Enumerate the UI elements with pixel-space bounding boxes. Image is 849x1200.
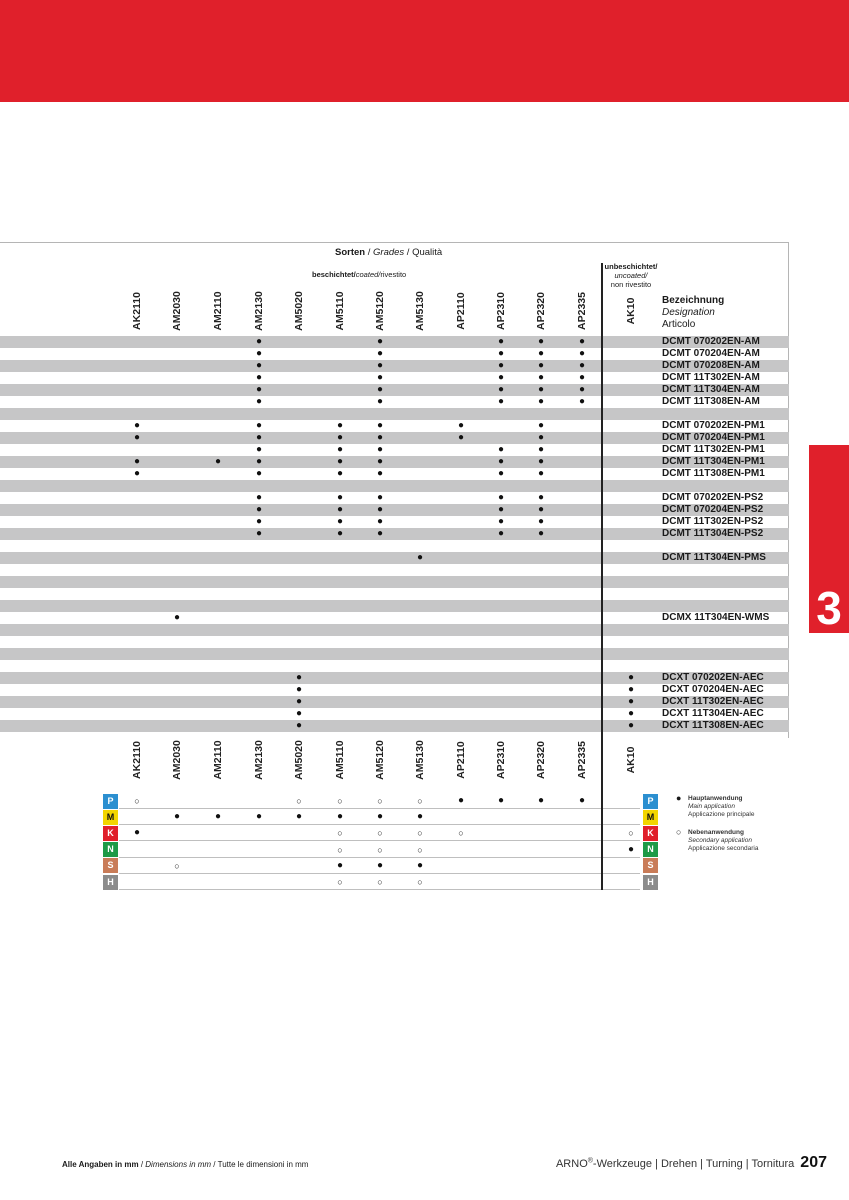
main-application-symbol: ● [336,467,344,479]
main-application-symbol: ● [255,467,263,479]
grades-heading: Sorten / Grades / Qualità [335,247,443,258]
designation[interactable]: DCMT 070202EN-PM1 [662,420,765,431]
main-application-symbol: ● [376,347,384,359]
main-application-dot-symbol: ● [173,810,181,822]
legend-secondary-it: Applicazione secondaria [688,845,759,852]
row-band [0,408,789,420]
grade-label: AM2130 [253,740,265,780]
designation[interactable]: DCMT 070208EN-AM [662,360,760,371]
main-application-symbol: ● [537,431,545,443]
grade-label: AP2110 [455,292,467,330]
main-application-symbol: ● [497,371,505,383]
main-application-symbol: ● [376,335,384,347]
main-application-symbol: ● [578,383,586,395]
designation[interactable]: DCMT 070204EN-PS2 [662,504,764,515]
grades-title: Sorten [335,247,366,258]
main-application-dot-symbol: ● [416,810,424,822]
legend-main-de: Hauptanwendung [688,795,743,802]
legend-main-symbol: ● [676,793,682,803]
material-chip-left[interactable]: N [103,842,118,857]
main-application-dot-symbol: ● [336,859,344,871]
grades-en: Grades [373,247,405,258]
material-chip-right[interactable]: S [643,858,658,873]
main-application-symbol: ● [295,707,303,719]
secondary-application-dot-symbol: ○ [417,828,423,839]
material-chip-right[interactable]: H [643,875,658,890]
designation[interactable]: DCMT 11T304EN-PS2 [662,528,764,539]
main-application-dot-symbol: ● [295,810,303,822]
main-application-symbol: ● [537,395,545,407]
coated-heading [312,270,406,279]
main-application-symbol: ● [255,383,263,395]
secondary-application-dot-symbol: ○ [337,828,343,839]
main-application-symbol: ● [537,347,545,359]
main-application-symbol: ● [336,491,344,503]
main-application-symbol: ● [336,515,344,527]
main-application-symbol: ● [255,503,263,515]
main-application-symbol: ● [497,491,505,503]
row-band [0,600,789,612]
main-application-symbol: ● [376,443,384,455]
secondary-application-dot-symbol: ○ [377,844,383,855]
secondary-application-dot-symbol: ○ [377,795,383,806]
grade-label: AM2110 [212,740,224,780]
main-application-symbol: ● [133,455,141,467]
designation[interactable]: DCMT 11T302EN-PM1 [662,444,765,455]
main-application-dot-symbol: ● [627,843,635,855]
designation[interactable]: DCMT 11T302EN-PS2 [662,516,764,527]
legend-secondary-symbol: ○ [676,827,682,837]
uncoated-en: uncoated/ [614,271,648,280]
main-application-symbol: ● [336,527,344,539]
main-application-dot-symbol: ● [376,810,384,822]
main-application-symbol: ● [376,371,384,383]
main-application-symbol: ● [295,683,303,695]
main-application-dot-symbol: ● [578,794,586,806]
grade-label: AM2030 [171,740,183,780]
footer-brand-name: ARNO [555,1158,588,1170]
designation-it: Articolo [662,319,696,330]
material-chip-left[interactable]: P [103,794,118,809]
secondary-application-dot-symbol: ○ [458,828,464,839]
main-application-symbol: ● [295,719,303,731]
main-application-dot-symbol: ● [255,810,263,822]
grade-label: AM5020 [293,291,305,331]
uncoated-divider [601,263,603,890]
designation[interactable]: DCXT 070204EN-AEC [662,684,764,695]
designation[interactable]: DCMT 11T308EN-AM [662,396,760,407]
main-application-dot-symbol: ● [537,794,545,806]
main-application-symbol: ● [376,491,384,503]
main-application-symbol: ● [497,347,505,359]
main-application-symbol: ● [255,431,263,443]
main-application-symbol: ● [627,707,635,719]
designation-en: Designation [662,307,715,318]
footer-reg: ® [587,1157,593,1165]
main-application-symbol: ● [537,383,545,395]
main-application-symbol: ● [497,455,505,467]
grade-label: AP2335 [576,292,588,330]
main-application-symbol: ● [578,395,586,407]
legend-main [688,795,755,819]
main-application-symbol: ● [578,347,586,359]
main-application-dot-symbol: ● [214,810,222,822]
designation[interactable]: DCMT 11T304EN-AM [662,384,760,395]
page-number: 207 [800,1154,827,1171]
grade-label: AM5110 [334,291,346,331]
main-application-dot-symbol: ● [457,794,465,806]
designation[interactable]: DCMT 070202EN-PS2 [662,492,764,503]
grade-label: AP2335 [576,741,588,779]
row-band [0,576,789,588]
main-application-symbol: ● [255,515,263,527]
designation[interactable]: DCMX 11T304EN-WMS [662,612,770,623]
designation[interactable]: DCMT 11T302EN-AM [662,372,760,383]
main-application-symbol: ● [537,371,545,383]
uncoated-de: unbeschichtet/ [604,262,658,271]
footer-left-de: Alle Angaben in mm [62,1160,139,1169]
grade-label: AP2110 [455,741,467,779]
designation[interactable]: DCMT 11T304EN-PMS [662,552,766,563]
chapter-tab[interactable] [809,445,849,633]
main-application-symbol: ● [336,503,344,515]
main-application-symbol: ● [537,467,545,479]
uncoated-it: non rivestito [610,280,652,289]
main-application-symbol: ● [537,359,545,371]
grades-it: Qualità [412,247,443,258]
secondary-application-dot-symbol: ○ [337,795,343,806]
grade-label: AP2310 [495,741,507,779]
main-application-symbol: ● [497,443,505,455]
grade-label: AM5110 [334,740,346,780]
top-color-band [0,0,849,102]
main-application-symbol: ● [376,455,384,467]
main-application-symbol: ● [255,443,263,455]
material-chip-left[interactable]: M [103,810,118,825]
legend-main-it: Applicazione principale [688,811,755,818]
main-application-symbol: ● [255,455,263,467]
main-application-symbol: ● [416,551,424,563]
material-chip-right[interactable]: P [643,794,658,809]
main-application-symbol: ● [537,335,545,347]
main-application-symbol: ● [497,503,505,515]
main-application-symbol: ● [255,347,263,359]
grade-label: AM2130 [253,291,265,331]
secondary-application-dot-symbol: ○ [337,876,343,887]
secondary-application-dot-symbol: ○ [337,844,343,855]
main-application-symbol: ● [255,527,263,539]
grade-label: AK2110 [131,292,143,330]
main-application-symbol: ● [376,527,384,539]
coated-it: rivestito [380,270,407,279]
footer-left-it: Tutte le dimensioni in mm [217,1160,309,1169]
main-application-dot-symbol: ● [376,859,384,871]
designation[interactable]: DCMT 11T304EN-PM1 [662,456,765,467]
main-application-symbol: ● [376,419,384,431]
legend-main-en: Main application [688,803,735,810]
footer-brand [556,1154,827,1172]
main-application-symbol: ● [627,719,635,731]
main-application-symbol: ● [255,359,263,371]
main-application-symbol: ● [133,467,141,479]
main-application-symbol: ● [336,419,344,431]
main-application-symbol: ● [133,419,141,431]
secondary-application-dot-symbol: ○ [417,876,423,887]
main-application-symbol: ● [627,671,635,683]
footer-left-en: Dimensions in mm [145,1160,212,1169]
main-application-symbol: ● [497,515,505,527]
material-chip-right[interactable]: K [643,826,658,841]
main-application-symbol: ● [497,395,505,407]
main-application-symbol: ● [537,419,545,431]
chapter-number: 3 [816,582,842,634]
secondary-application-dot-symbol: ○ [628,828,634,839]
designation[interactable]: DCMT 070202EN-AM [662,336,760,347]
main-application-symbol: ● [537,515,545,527]
grade-label: AM5020 [293,740,305,780]
main-application-dot-symbol: ● [497,794,505,806]
main-application-symbol: ● [255,395,263,407]
grade-label: AP2310 [495,292,507,330]
material-chip-left[interactable]: K [103,826,118,841]
row-band [0,648,789,660]
grade-label: AM5120 [374,291,386,331]
main-application-symbol: ● [376,431,384,443]
main-application-symbol: ● [627,695,635,707]
secondary-application-dot-symbol: ○ [377,876,383,887]
main-application-dot-symbol: ● [133,827,141,839]
main-application-symbol: ● [295,671,303,683]
main-application-symbol: ● [497,527,505,539]
main-application-symbol: ● [457,419,465,431]
secondary-application-dot-symbol: ○ [377,828,383,839]
main-application-dot-symbol: ● [336,810,344,822]
main-application-symbol: ● [627,683,635,695]
coated-en: coated/ [355,270,381,279]
legend-secondary-en: Secondary application [688,837,752,844]
main-application-symbol: ● [497,359,505,371]
main-application-symbol: ● [537,491,545,503]
grade-label: AM2110 [212,291,224,331]
legend-secondary-de: Nebenanwendung [688,829,744,836]
main-application-symbol: ● [537,503,545,515]
grade-label: AK2110 [131,741,143,779]
secondary-application-dot-symbol: ○ [417,795,423,806]
coated-de: beschichtet/ [312,270,356,279]
main-application-symbol: ● [497,383,505,395]
footer-brand-rest: -Werkzeuge | Drehen | Turning | Tornitura [592,1158,795,1170]
designation[interactable]: DCMT 070204EN-PM1 [662,432,765,443]
main-application-symbol: ● [376,515,384,527]
material-chip-left[interactable]: S [103,858,118,873]
main-application-symbol: ● [376,359,384,371]
main-application-symbol: ● [133,431,141,443]
main-application-symbol: ● [255,419,263,431]
main-application-symbol: ● [376,395,384,407]
main-application-symbol: ● [255,491,263,503]
designation-heading [662,295,724,331]
main-application-symbol: ● [537,527,545,539]
designation[interactable]: DCXT 11T304EN-AEC [662,708,764,719]
main-application-symbol: ● [255,371,263,383]
designation[interactable]: DCMT 11T308EN-PM1 [662,468,765,479]
main-application-symbol: ● [497,335,505,347]
grade-label: AK10 [625,297,637,325]
main-application-symbol: ● [336,455,344,467]
secondary-application-dot-symbol: ○ [174,860,180,871]
main-application-symbol: ● [457,431,465,443]
row-band [0,480,789,492]
main-application-symbol: ● [578,371,586,383]
uncoated-heading [603,262,659,289]
main-application-symbol: ● [497,467,505,479]
footer-dimensions-note: Alle Angaben in mm / Dimensions in mm / Tutte le dimensioni in mm [62,1160,309,1169]
main-application-symbol: ● [336,431,344,443]
secondary-application-dot-symbol: ○ [296,795,302,806]
grade-label: AP2320 [535,741,547,779]
material-chip-right[interactable]: N [643,842,658,857]
main-application-symbol: ● [295,695,303,707]
main-application-symbol: ● [376,503,384,515]
designation[interactable]: DCXT 070202EN-AEC [662,672,764,683]
designation[interactable]: DCXT 11T308EN-AEC [662,720,764,731]
material-chip-right[interactable]: M [643,810,658,825]
grade-label: AM5130 [414,740,426,780]
row-band [0,624,789,636]
main-application-symbol: ● [376,383,384,395]
main-application-symbol: ● [537,443,545,455]
grade-label: AP2320 [535,292,547,330]
main-application-symbol: ● [173,611,181,623]
main-application-symbol: ● [376,467,384,479]
designation-de: Bezeichnung [662,295,725,306]
main-application-symbol: ● [578,335,586,347]
main-application-symbol: ● [537,455,545,467]
designation[interactable]: DCXT 11T302EN-AEC [662,696,764,707]
material-chip-left[interactable]: H [103,875,118,890]
designation[interactable]: DCMT 070204EN-AM [662,348,760,359]
grade-label: AM5120 [374,740,386,780]
grade-label: AK10 [625,746,637,774]
main-application-symbol: ● [578,359,586,371]
main-application-symbol: ● [214,455,222,467]
secondary-application-dot-symbol: ○ [417,844,423,855]
secondary-application-dot-symbol: ○ [134,795,140,806]
legend-secondary [688,829,758,853]
grade-label: AM2030 [171,291,183,331]
main-application-symbol: ● [336,443,344,455]
main-application-symbol: ● [255,335,263,347]
grade-label: AM5130 [414,291,426,331]
main-application-dot-symbol: ● [416,859,424,871]
